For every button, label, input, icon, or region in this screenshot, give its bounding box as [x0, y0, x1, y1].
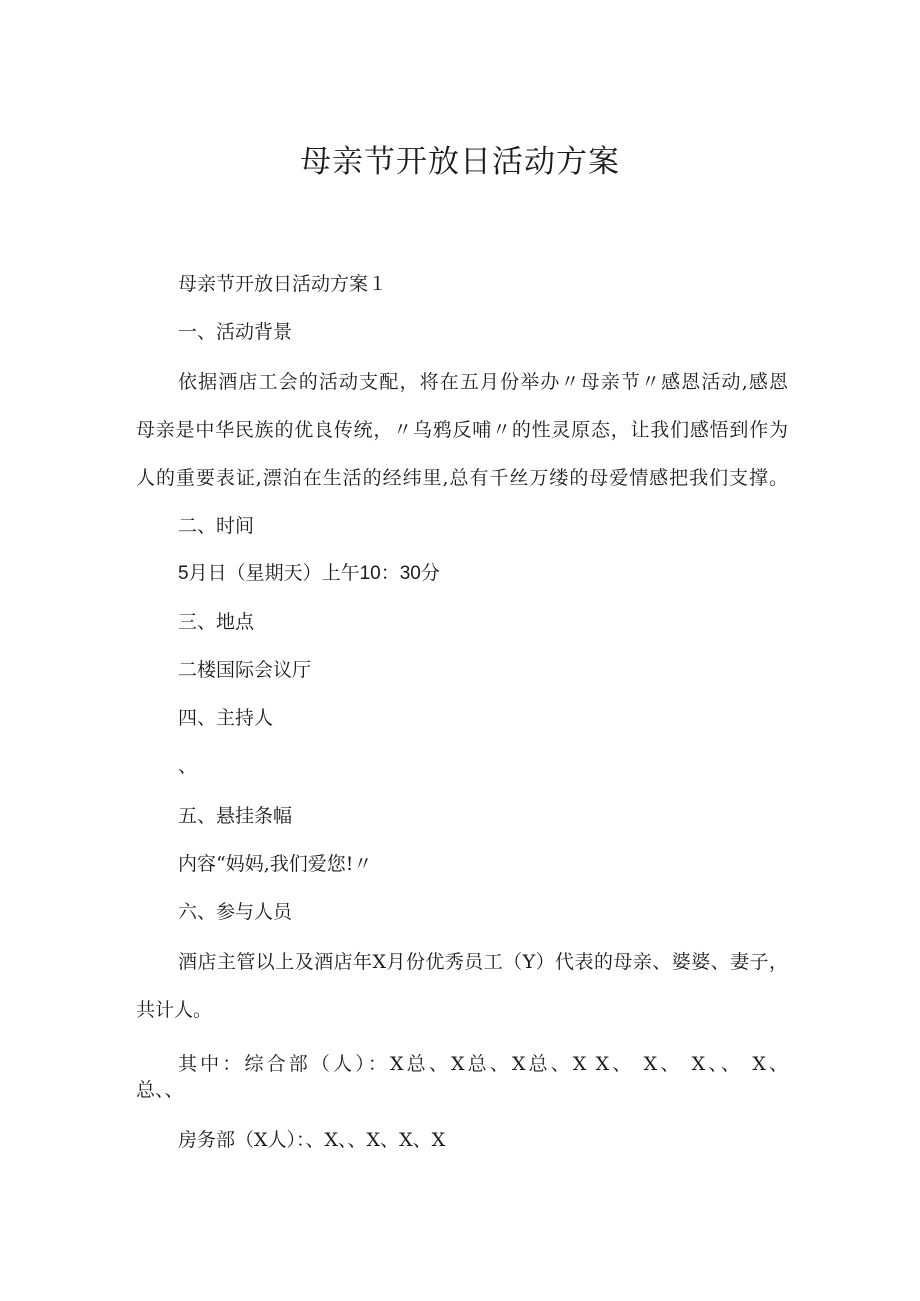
members-text-line-2: 总、、 [136, 1079, 184, 1101]
background-text-line-2: 母亲是中华民族的优良传统，〃乌鸦反哺〃的性灵原态，让我们感悟到作为 [136, 419, 788, 441]
document-title: 母亲节开放日活动方案 [300, 144, 620, 180]
location-text: 二楼国际会议厅 [178, 659, 312, 681]
participants-text-line-1: 酒店主管以上及酒店年X月份优秀员工（Y）代表的母亲、婆婆、妻子， [178, 951, 788, 973]
time-text: 5月日（星期天）上午10：30分 [178, 563, 440, 584]
section-heading-location: 三、地点 [178, 611, 255, 633]
section-heading-time: 二、时间 [178, 515, 255, 537]
section-heading-banner: 五、悬挂条幅 [178, 805, 293, 827]
section-heading-host: 四、主持人 [178, 707, 274, 729]
background-text-line-3: 人的重要表证,漂泊在生活的经纬里,总有千丝万缕的母爱情感把我们支撑。 [136, 467, 788, 489]
background-text-line-1: 依据酒店工会的活动支配，将在五月份举办〃母亲节〃感恩活动,感恩 [178, 371, 788, 393]
host-text: 、 [178, 755, 198, 777]
section-heading-participants: 六、参与人员 [178, 901, 293, 923]
section-heading-background: 一、活动背景 [178, 321, 293, 343]
plan-subtitle: 母亲节开放日活动方案１ [178, 273, 388, 295]
housekeeping-dept-text: 房务部（X人）：、X、、X、X、X [178, 1129, 446, 1151]
participants-text-line-2: 共计人。 [136, 999, 213, 1021]
members-text-line-1: 其中：综合部（人）：X总、X总、X总、X X、 X、 X、、 X、 [178, 1053, 788, 1075]
banner-content-text: 内容“妈妈,我们爱您!〃 [178, 853, 373, 875]
